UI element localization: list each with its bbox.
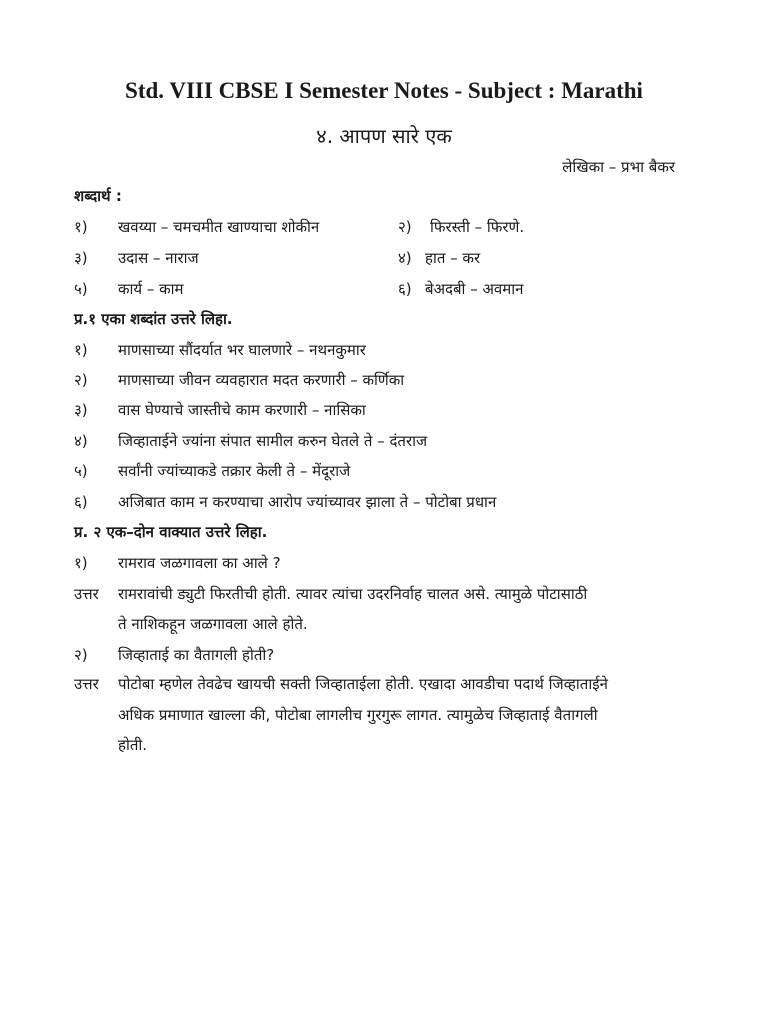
chapter-title: ४. आपण सारे एक	[316, 124, 452, 148]
q1-item: अजिबात काम न करण्याचा आरोप ज्यांच्यावर झाला ते – पोटोबा प्रधान	[118, 493, 497, 511]
answer-text: ते नाशिकहून जळगावला आले होते.	[118, 615, 308, 633]
answer-text: होती.	[118, 736, 148, 754]
vocab-number: २)	[398, 218, 412, 236]
vocab-number: ४)	[398, 249, 412, 267]
vocab-number: ३)	[74, 249, 88, 267]
q1-item: माणसाच्या सौंदर्यात भर घालणारे – नथनकुमार	[118, 341, 366, 359]
q1-item: जिव्हाताईने ज्यांना संपात सामील करुन घेतले ते – दंतराज	[118, 432, 428, 450]
answer-text: अधिक प्रमाणात खाल्ला की, पोटोबा लागलीच गुरगुरू लागत. त्यामुळेच जिव्हाताई वैतागली	[118, 706, 598, 724]
q1-item: माणसाच्या जीवन व्यवहारात मदत करणारी – कर्णिका	[118, 371, 405, 389]
vocab-item: उदास – नाराज	[118, 249, 199, 267]
vocab-item: फिरस्ती – फिरणे.	[430, 218, 525, 236]
author-line: लेखिका – प्रभा बैकर	[562, 158, 675, 176]
vocab-item: बेअदबी – अवमान	[425, 280, 524, 298]
q2-number: २)	[74, 646, 88, 664]
q1-heading: प्र.१ एका शब्दांत उत्तरे लिहा.	[74, 310, 233, 328]
vocab-number: ५)	[74, 280, 88, 298]
vocab-item: हात – कर	[425, 249, 481, 267]
vocab-heading: शब्दार्थ :	[74, 187, 122, 205]
q1-item: सर्वांनी ज्यांच्याकडे तक्रार केली ते – मेंदूराजे	[118, 462, 351, 480]
q1-number: १)	[74, 341, 88, 359]
answer-label: उत्तर	[74, 585, 99, 603]
q1-number: ५)	[74, 462, 88, 480]
vocab-item: खवय्या – चमचमीत खाण्याचा शोकीन	[118, 218, 320, 236]
q1-number: २)	[74, 371, 88, 389]
q2-number: १)	[74, 554, 88, 572]
q1-number: ६)	[74, 493, 88, 511]
vocab-item: कार्य – काम	[118, 280, 184, 298]
q1-number: ३)	[74, 401, 88, 419]
answer-text: रामरावांची ड्युटी फिरतीची होती. त्यावर त्यांचा उदरनिर्वाह चालत असे. त्यामुळे पोटासाठी	[118, 585, 588, 603]
page-title: Std. VIII CBSE I Semester Notes - Subject : Marathi	[125, 78, 643, 103]
q2-question: रामराव जळगावला का आले ?	[118, 554, 281, 572]
vocab-number: ६)	[398, 280, 412, 298]
answer-label: उत्तर	[74, 675, 99, 693]
q1-item: वास घेण्याचे जास्तीचे काम करणारी – नासिका	[118, 401, 366, 419]
answer-text: पोटोबा म्हणेल तेवढेच खायची सक्ती जिव्हाताईला होती. एखादा आवडीचा पदार्थ जिव्हाताईने	[118, 675, 608, 693]
vocab-number: १)	[74, 218, 88, 236]
q1-number: ४)	[74, 432, 88, 450]
q2-heading: प्र. २ एक–दोन वाक्यात उत्तरे लिहा.	[74, 523, 268, 541]
q2-question: जिव्हाताई का वैतागली होती?	[118, 646, 275, 664]
